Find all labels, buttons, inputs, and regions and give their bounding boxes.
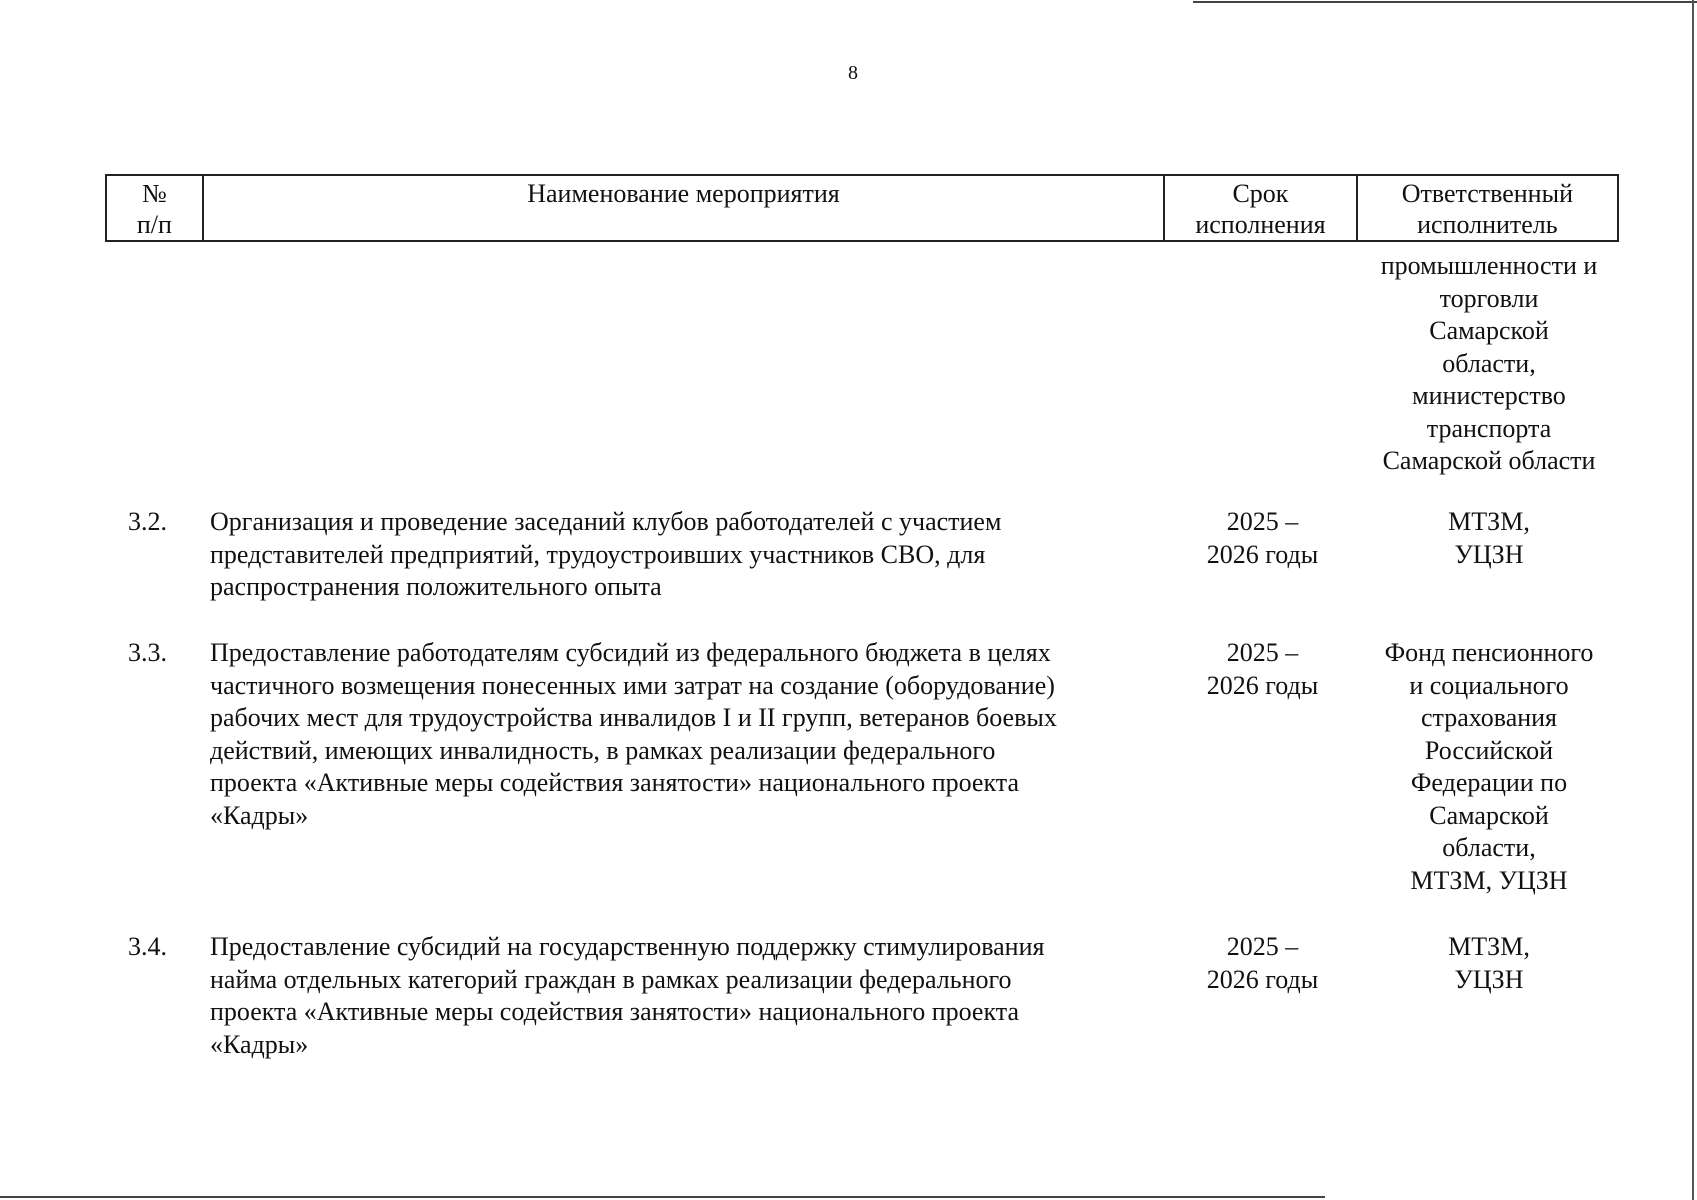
responsible-line: УЦЗН	[1454, 539, 1524, 569]
term-line: 2025 –	[1226, 932, 1299, 961]
responsible-line: Самарской области	[1382, 446, 1596, 475]
row-name-cell	[202, 250, 1166, 478]
responsible-line: Самарской	[1429, 316, 1549, 345]
row-number-cell: 3.3.	[128, 638, 167, 667]
row-responsible-cell	[1359, 506, 1619, 604]
row-name-cell	[202, 637, 1166, 897]
header-responsible-cell	[1358, 176, 1617, 240]
row-term-cell	[1166, 637, 1359, 897]
responsible-line: МТЗМ,	[1448, 932, 1530, 961]
table-row-continuation	[105, 250, 1619, 478]
term-line: 2025 –	[1226, 638, 1299, 667]
name-line: действий, имеющих инвалидность, в рамках реализации федерального	[210, 735, 996, 765]
name-line: проекта «Активные меры содействия занятости» национального проекта	[210, 997, 1019, 1026]
name-line: найма отдельных категорий граждан в рамках реализации федерального	[210, 964, 1012, 994]
header-number-cell	[107, 176, 204, 240]
responsible-line: и социального	[1409, 670, 1569, 700]
responsible-line: области,	[1442, 833, 1536, 862]
top-scan-rule	[1193, 1, 1697, 3]
row-term-cell	[1166, 931, 1359, 1061]
table-row	[105, 931, 1619, 1061]
header-term-line-2: исполнения	[1195, 210, 1326, 239]
responsible-line: Самарской	[1429, 800, 1549, 830]
row-name-cell	[202, 506, 1166, 604]
name-line: распространения положительного опыта	[210, 572, 662, 601]
name-line: частичного возмещения понесенных ими затрат на создание (оборудование)	[210, 670, 1055, 700]
responsible-line: УЦЗН	[1454, 964, 1524, 994]
name-line: проекта «Активные меры содействия занятости» национального проекта	[210, 768, 1019, 797]
header-number-line-1: №	[141, 179, 167, 208]
responsible-line: страхования	[1420, 703, 1558, 732]
name-line: рабочих мест для трудоустройства инвалидов I и II групп, ветеранов боевых	[210, 703, 1057, 732]
header-number-line-2: п/п	[136, 210, 172, 239]
row-number-cell: 3.4.	[128, 932, 167, 961]
header-name-cell	[204, 176, 1165, 240]
row-name-cell	[202, 931, 1166, 1061]
term-line: 2026 годы	[1206, 539, 1319, 569]
header-responsible-line-2: исполнитель	[1417, 210, 1558, 239]
bottom-scan-rule	[0, 1196, 1325, 1198]
responsible-line: Российской	[1424, 735, 1554, 765]
row-number-cell	[105, 250, 202, 478]
table-row	[105, 506, 1619, 604]
row-term-cell	[1166, 506, 1359, 604]
page-number: 8	[848, 62, 858, 84]
responsible-line: МТЗМ, УЦЗН	[1410, 865, 1568, 895]
row-term-cell	[1166, 250, 1359, 478]
right-scan-edge	[1692, 0, 1694, 1200]
responsible-line: области,	[1442, 348, 1536, 378]
responsible-line: Фонд пенсионного	[1384, 638, 1594, 667]
name-line: «Кадры»	[210, 800, 309, 830]
header-term-line-1: Срок	[1232, 179, 1289, 208]
term-line: 2026 годы	[1206, 670, 1319, 700]
name-line: «Кадры»	[210, 1029, 309, 1059]
header-name-line-1: Наименование мероприятия	[527, 179, 840, 208]
header-responsible-line-1: Ответственный	[1401, 179, 1573, 208]
name-line: Предоставление работодателям субсидий из федерального бюджета в целях	[210, 638, 1051, 667]
name-line: Предоставление субсидий на государственную поддержку стимулирования	[210, 932, 1045, 961]
header-term-cell	[1165, 176, 1358, 240]
row-responsible-cell	[1359, 931, 1619, 1061]
row-responsible-cell	[1359, 637, 1619, 897]
responsible-line: транспорта	[1426, 413, 1552, 443]
term-line: 2026 годы	[1206, 964, 1319, 994]
term-line: 2025 –	[1226, 507, 1299, 536]
responsible-line: Федерации по	[1410, 768, 1568, 797]
table-row	[105, 637, 1619, 897]
table-header	[105, 174, 1619, 242]
responsible-line: министерство	[1412, 381, 1566, 410]
row-number-cell: 3.2.	[128, 507, 167, 536]
responsible-line: торговли	[1439, 283, 1539, 313]
name-line: представителей предприятий, трудоустроивших участников СВО, для	[210, 539, 986, 569]
responsible-line: промышленности и	[1380, 251, 1598, 280]
name-line: Организация и проведение заседаний клубов работодателей с участием	[210, 507, 1002, 536]
row-responsible-cell	[1359, 250, 1619, 478]
responsible-line: МТЗМ,	[1448, 507, 1530, 536]
